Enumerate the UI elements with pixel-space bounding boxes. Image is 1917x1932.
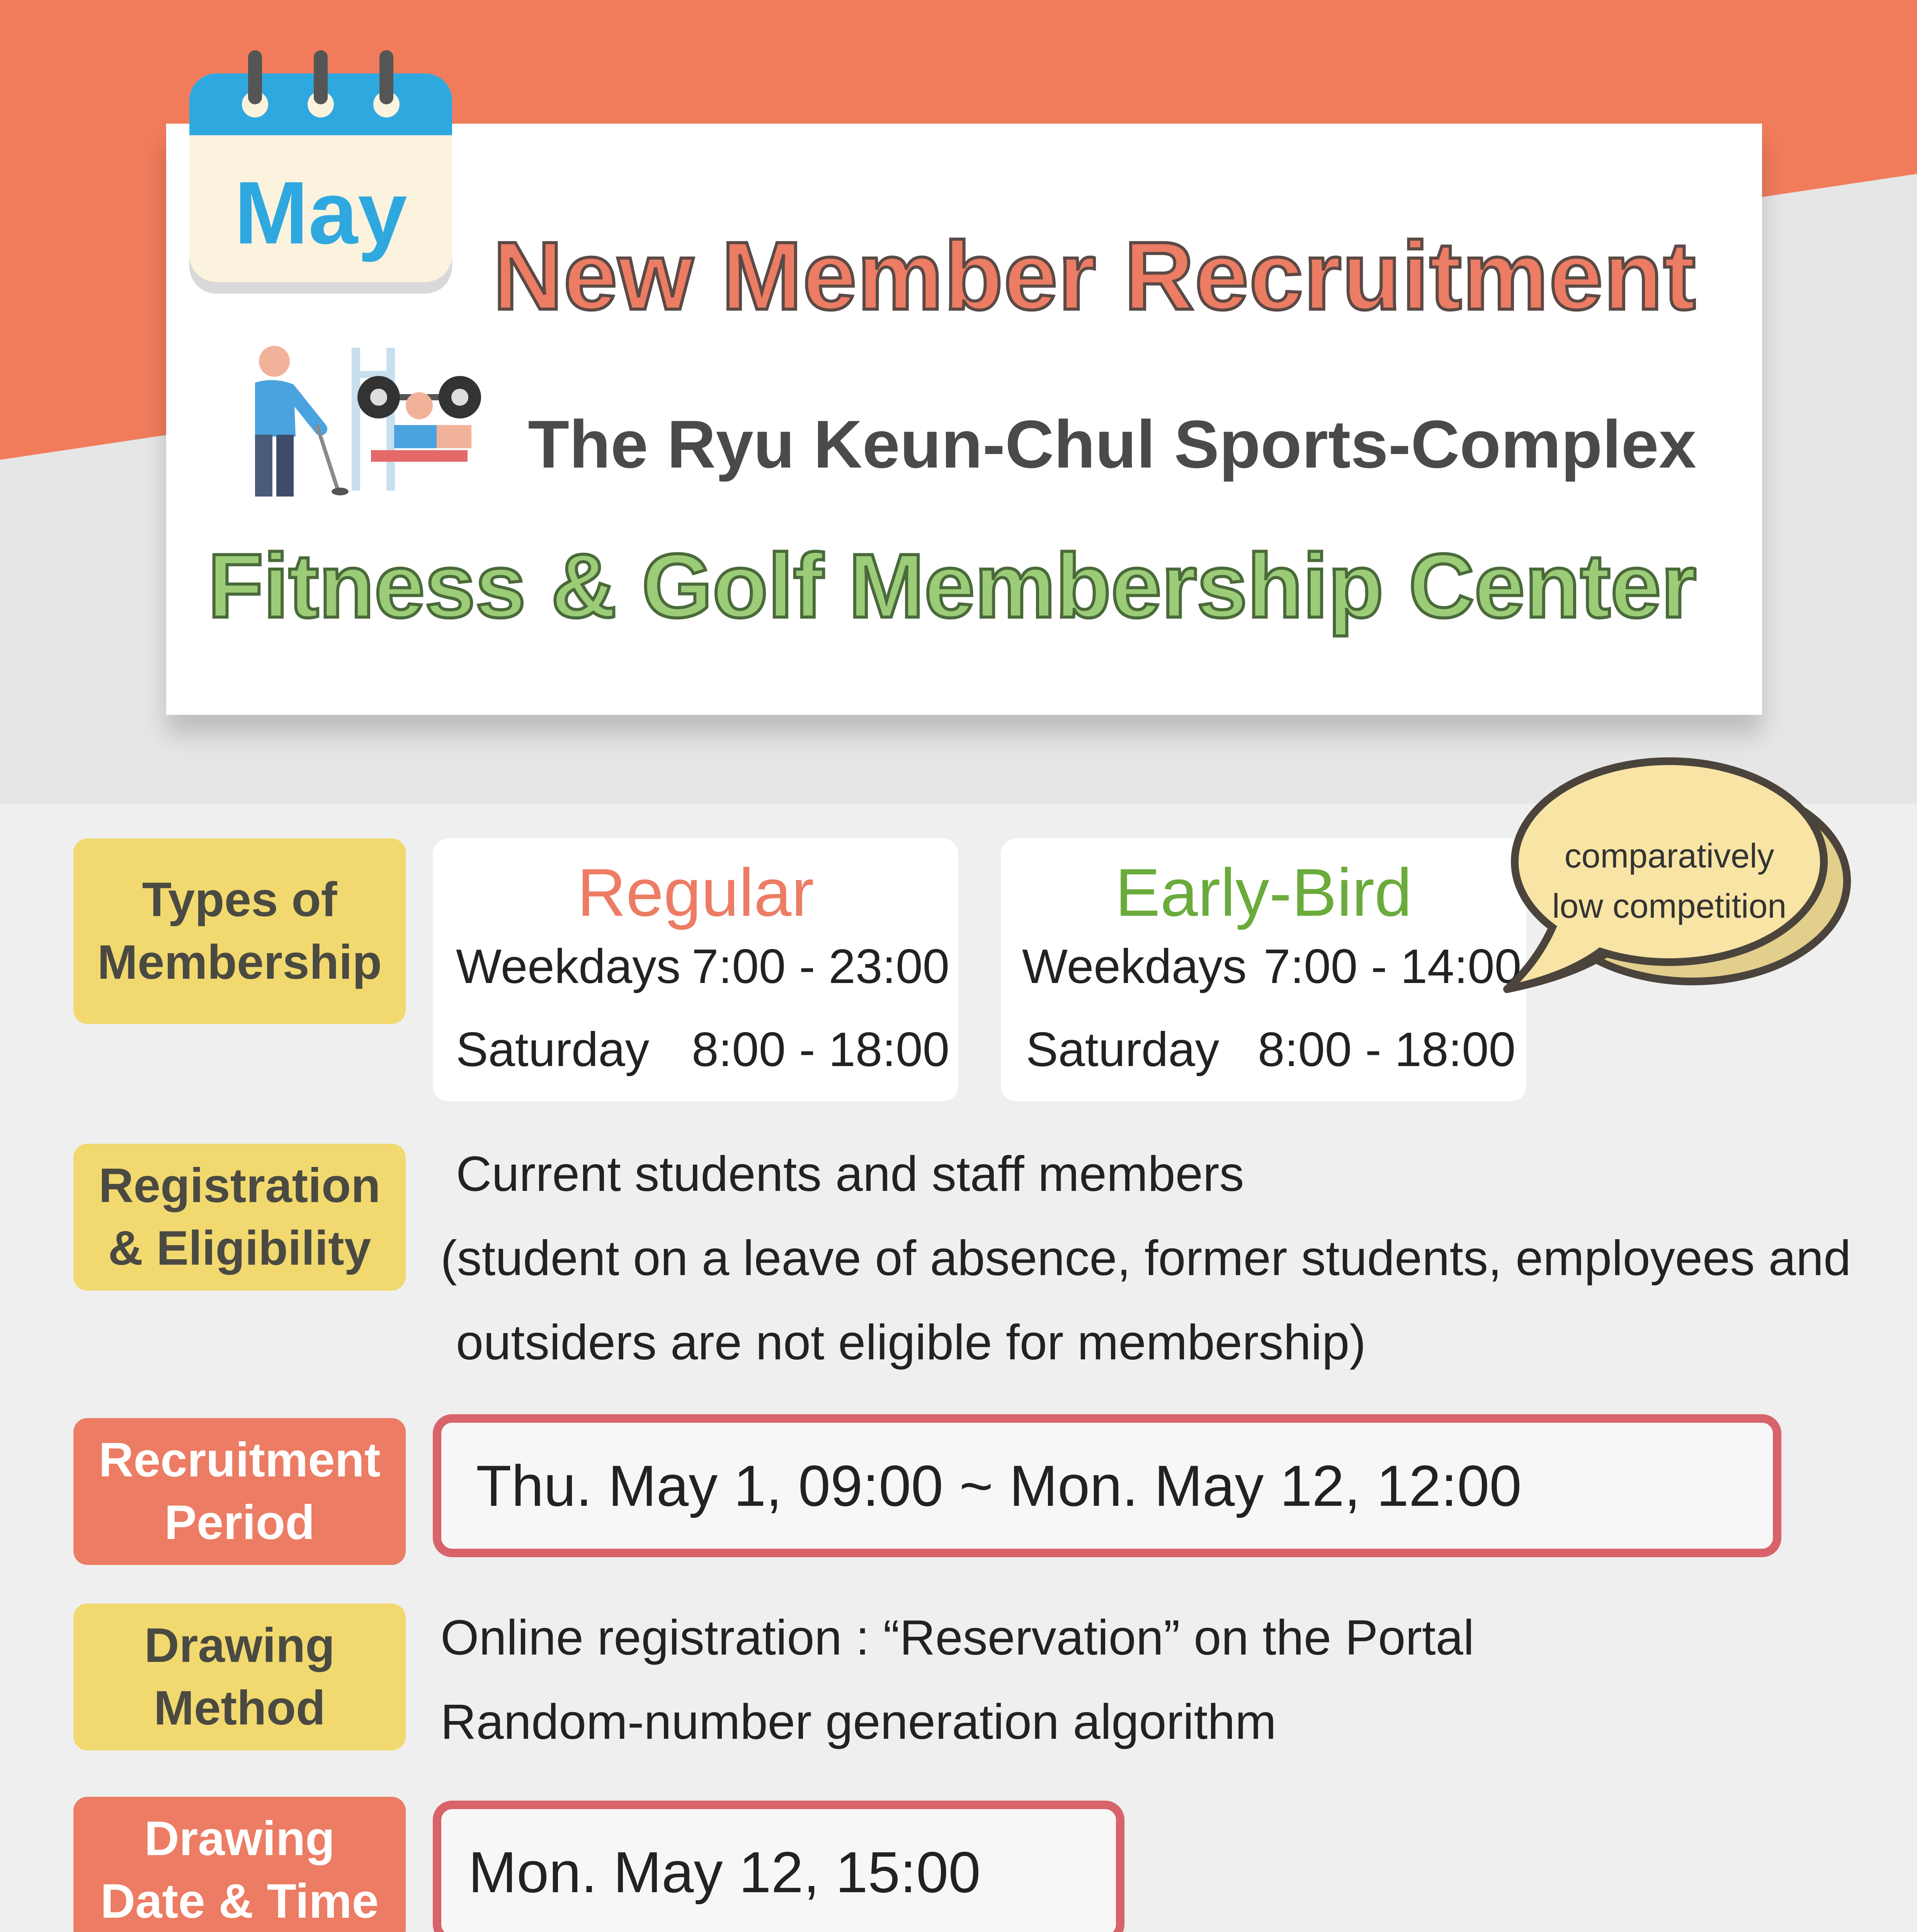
- weightlifting-icon: [348, 348, 491, 495]
- drawing-date-box: [433, 1801, 1124, 1932]
- eligibility-label: Registration & Eligibility: [73, 1144, 406, 1291]
- early-bird-card: [1001, 838, 1526, 1101]
- early-bird-weekdays-label: Weekdays: [1022, 940, 1247, 993]
- eligibility-line-2: (student on a leave of absence, former students, employees and: [441, 1231, 1851, 1286]
- early-bird-saturday-label: Saturday: [1026, 1023, 1220, 1077]
- regular-saturday-label: Saturday: [456, 1023, 650, 1077]
- eligibility-line-1: Current students and staff members: [456, 1146, 1244, 1202]
- recruitment-period-label: Recruitment Period: [73, 1418, 406, 1565]
- early-bird-title: Early-Bird: [1115, 855, 1412, 930]
- regular-title: Regular: [577, 855, 814, 930]
- regular-weekdays-hours: 7:00 - 23:00: [692, 940, 950, 993]
- drawing-method-label: Drawing Method: [73, 1604, 406, 1750]
- early-bird-weekdays-hours: 7:00 - 14:00: [1264, 940, 1522, 993]
- main-title: New Member Recruitment: [493, 222, 1696, 330]
- drawing-date-value: Mon. May 12, 15:00: [468, 1839, 981, 1905]
- recruitment-period-value: Thu. May 1, 09:00 ~ Mon. May 12, 12:00: [476, 1453, 1522, 1518]
- bubble-text: comparatively low competition: [1552, 837, 1787, 925]
- drawing-method-line-2: Random-number generation algorithm: [441, 1694, 1276, 1750]
- golfer-icon: [228, 340, 352, 502]
- regular-card: [433, 838, 958, 1101]
- regular-weekdays-label: Weekdays: [456, 940, 681, 993]
- drawing-date-label: Drawing Date & Time: [73, 1797, 406, 1932]
- calendar-month: May: [234, 163, 407, 262]
- center-name: Fitness & Golf Membership Center: [208, 535, 1696, 636]
- calendar-icon: [189, 50, 452, 301]
- drawing-method-line-1: Online registration : “Reservation” on the Portal: [441, 1610, 1475, 1665]
- regular-saturday-hours: 8:00 - 18:00: [692, 1023, 950, 1077]
- recruitment-period-box: [433, 1414, 1781, 1557]
- eligibility-line-3: outsiders are not eligible for membership): [456, 1315, 1366, 1370]
- membership-types-label: Types of Membership: [73, 838, 406, 1024]
- sports-complex-name: The Ryu Keun-Chul Sports-Complex: [528, 407, 1696, 482]
- early-bird-saturday-hours: 8:00 - 18:00: [1258, 1023, 1516, 1077]
